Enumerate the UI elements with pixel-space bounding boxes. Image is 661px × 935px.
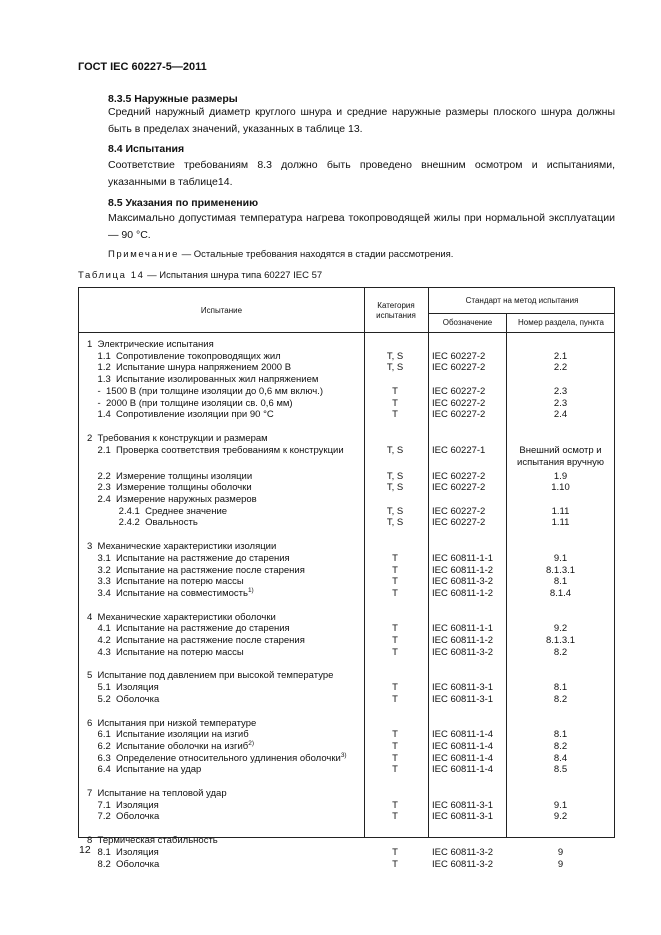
cell-test-text: 2.2 Измерение толщины изоляции [87,470,253,482]
table-row [79,339,614,350]
cell-test [87,482,252,493]
cell-category: T [392,623,398,635]
cell-category: T [392,764,398,776]
cell-designation: IEC 60811-1-4 [432,764,494,776]
table-row [79,398,614,409]
table-row [79,386,614,397]
cell-category: T, S [386,482,404,494]
cell-section: 2.4 [553,409,568,421]
cell-test-text: - 1500 В (при толщине изоляции до 0,6 мм включ.) [87,385,323,397]
note-label: Примечание [108,249,179,260]
table-row [79,729,614,740]
cell-designation: IEC 60811-3-1 [432,799,494,811]
cell-test [87,471,252,482]
cell-section: Внешний осмотр и испытания вручную [517,444,604,468]
cell-test-text: 4.2 Испытание на растяжение после старения [87,635,305,646]
cell-section: 8.1 [553,576,568,588]
cell-section: 8.2 [553,693,568,705]
cell-test-text: 6.4 Испытание на удар [87,764,202,776]
cell-test-text: 8.2 Оболочка [87,858,160,870]
paragraph-text: Соответствие требованиям 8.3 должно быть проведено внешним осмотром и испытаниями, указанными в таблице14. [108,159,615,188]
paragraph-8-4 [79,157,615,190]
cell-category: T [392,846,398,858]
cell-test [87,741,254,752]
cell-test-text: 3.4 Испытание на совместимость [87,587,248,599]
cell-section: 1.11 [551,505,570,517]
cell-test-text: 2.4 Измерение наружных размеров [87,494,257,505]
cell-designation: IEC 60227-2 [432,470,486,482]
cell-test [87,445,344,456]
cell-designation: IEC 60811-1-2 [432,564,494,576]
cell-category: T, S [386,350,404,362]
cell-test [87,517,198,528]
cell-category: T [392,635,398,646]
header-category: Категория испытания [376,301,416,320]
cell-test [87,718,256,729]
cell-section: 9 [557,858,564,870]
table-row [79,647,614,658]
cell-test [87,647,244,658]
heading-8-3-5: 8.3.5 Наружные размеры [108,93,238,105]
cell-designation: IEC 60227-2 [432,505,486,517]
cell-category: T [392,740,398,752]
cell-test-text: 2.1 Проверка соответствия требованиям к конструкции [87,444,344,456]
table-row [79,847,614,858]
cell-designation: IEC 60811-3-2 [432,576,494,588]
table-row [79,682,614,693]
cell-test [87,398,293,409]
cell-designation: IEC 60811-1-4 [432,740,494,752]
cell-test [87,374,318,385]
cell-section: 2.3 [553,385,568,397]
table-caption [78,270,322,281]
table-row [79,565,614,576]
table-row [79,612,614,623]
table-row [79,670,614,681]
cell-category: T [392,799,398,811]
cell-test-text: 4 Механические характеристики оболочки [87,611,276,623]
table-row [79,444,614,468]
table-row [79,362,614,373]
table-row [79,576,614,587]
document-header: ГОСТ IEC 60227-5—2011 [78,61,207,73]
table-row [79,835,614,846]
cell-test [87,541,276,552]
cell-test-text: 3 Механические характеристики изоляции [87,541,277,553]
cell-test-text: - 2000 В (при толщине изоляции св. 0,6 мм) [87,397,293,409]
cell-category: T [392,729,398,741]
table-caption-label: Таблица 14 [78,270,145,281]
cell-section: 1.9 [553,470,568,482]
header-designation: Обозначение [442,318,493,327]
cell-test [87,588,254,599]
cell-designation: IEC 60227-2 [432,397,486,409]
cell-test [87,764,201,775]
cell-category: T [392,811,398,823]
header-divider [79,332,614,333]
cell-category: T [392,576,398,588]
cell-test [87,729,249,740]
cell-designation: IEC 60811-3-1 [432,811,494,823]
cell-section: 8.2 [553,740,568,752]
table-row [79,553,614,564]
header-section: Номер раздела, пункта [518,318,604,327]
table-row [79,788,614,799]
cell-section: 8.1.4 [549,587,572,599]
cell-test-text: 4.1 Испытание на растяжение до старения [87,623,290,635]
cell-designation: IEC 60227-2 [432,362,486,374]
table-row [79,753,614,764]
cell-category: T [392,552,398,564]
cell-category: T [392,646,398,658]
cell-test-text: 7.2 Оболочка [87,811,160,823]
cell-test [87,386,323,397]
footnote-marker: 3) [340,751,347,759]
cell-section: 8.1.3.1 [545,635,576,646]
cell-designation: IEC 60227-2 [432,517,486,529]
cell-test-text: 4.3 Испытание на потерю массы [87,646,244,658]
cell-test [87,800,159,811]
cell-category: T, S [386,517,404,529]
cell-category: T [392,693,398,705]
cell-test-text: 2.3 Измерение толщины оболочки [87,482,252,494]
cell-section: 9.2 [553,623,568,635]
cell-test [87,670,333,681]
cell-test-text: 8 Термическая стабильность [87,835,218,847]
cell-test-text: 1.3 Испытание изолированных жил напряжением [87,374,319,386]
cell-section: 8.1 [553,682,568,694]
cell-category: T [392,858,398,870]
cell-test [87,409,274,420]
cell-section: 1.11 [551,517,570,529]
cell-test [87,623,290,634]
table-row [79,506,614,517]
cell-test [87,506,227,517]
cell-test [87,635,305,646]
cell-section: 1.10 [551,482,570,494]
table-row [79,351,614,362]
table-row [79,541,614,552]
cell-test [87,753,347,764]
cell-section: 8.5 [553,764,568,776]
table-row [79,409,614,420]
cell-category: T [392,682,398,694]
cell-test-text: 3.2 Испытание на растяжение после старения [87,564,305,576]
cell-test-text: 3.1 Испытание на растяжение до старения [87,552,290,564]
cell-designation: IEC 60227-2 [432,385,486,397]
cell-test-text: 5.1 Изоляция [87,682,159,694]
cell-test-text: 6.2 Испытание оболочки на изгиб [87,740,249,752]
cell-designation: IEC 60811-3-2 [432,646,494,658]
cell-section: 2.2 [553,362,568,374]
cell-section: 8.2 [553,646,568,658]
table-row [79,800,614,811]
cell-test-text: 1.1 Сопротивление токопроводящих жил [87,350,281,362]
cell-test [87,433,268,444]
cell-test [87,835,218,846]
cell-test [87,859,159,870]
cell-test-text: 5 Испытание под давлением при высокой температуре [87,670,334,682]
cell-test-text: 5.2 Оболочка [87,693,160,705]
header-subdivider [428,313,614,314]
cell-test-text: 6.1 Испытание изоляции на изгиб [87,729,249,741]
cell-designation: IEC 60227-1 [432,444,486,456]
paragraph-8-5 [79,210,615,243]
cell-test-text: 6.3 Определение относительного удлинения оболочки [87,752,341,764]
tests-table [78,287,615,870]
cell-designation: IEC 60811-3-1 [432,693,494,705]
cell-section: 2.1 [553,350,568,362]
cell-category: T, S [386,362,404,374]
cell-designation: IEC 60811-3-2 [432,858,494,870]
table-row [79,517,614,528]
cell-test [87,362,291,373]
table-row [79,588,614,599]
cell-test [87,576,244,587]
cell-test-text: 3.3 Испытание на потерю массы [87,576,244,588]
cell-category: T, S [386,470,404,482]
cell-category: T [392,564,398,576]
cell-category: T, S [386,444,404,456]
cell-test-text: 7 Испытание на тепловой удар [87,788,227,799]
cell-test-text: 2 Требования к конструкции и размерам [87,432,268,444]
note-text: — Остальные требования находятся в стадии рассмотрения. [179,249,454,260]
table-row [79,433,614,444]
cell-category: T [392,587,398,599]
cell-section: 8.1 [553,729,568,741]
paragraph-8-3-5 [79,104,615,137]
page-number: 12 [79,844,91,856]
table-row [79,694,614,705]
cell-section: 9.2 [553,811,568,823]
header-standard: Стандарт на метод испытания [465,296,579,305]
table-caption-text: — Испытания шнура типа 60227 IEC 57 [144,270,323,281]
table-row [79,764,614,775]
table-row [79,374,614,385]
table-row [79,859,614,870]
cell-test [87,339,214,350]
cell-test [87,612,276,623]
cell-designation: IEC 60811-1-1 [432,552,494,564]
cell-test [87,553,290,564]
cell-designation: IEC 60811-1-1 [432,623,494,635]
heading-8-4: 8.4 Испытания [108,143,185,155]
cell-section: 8.1.3.1 [545,564,576,576]
cell-test-text: 1.2 Испытание шнура напряжением 2000 В [87,362,292,374]
paragraph-text: Средний наружный диаметр круглого шнура и средние наружные размеры плоского шнура должны быть в пределах значений, указанных в таблице 13. [108,106,615,135]
cell-designation: IEC 60811-1-2 [432,587,494,599]
cell-test [87,847,159,858]
header-test: Испытание [200,306,243,315]
footnote-marker: 2) [248,739,254,747]
cell-test [87,682,159,693]
cell-category: T [392,409,398,421]
table-row [79,471,614,482]
table-row [79,623,614,634]
cell-section: 2.3 [553,397,568,409]
cell-category: T [392,752,398,764]
cell-designation: IEC 60227-2 [432,482,486,494]
cell-designation: IEC 60811-1-2 [432,635,494,646]
cell-test-text: 1 Электрические испытания [87,339,214,350]
cell-designation: IEC 60227-2 [432,409,486,421]
table-row [79,635,614,646]
heading-8-5: 8.5 Указания по применению [108,197,259,209]
cell-test-text: 2.4.1 Среднее значение [87,505,228,517]
cell-designation: IEC 60811-1-4 [432,752,494,764]
cell-designation: IEC 60811-3-2 [432,846,494,858]
cell-section: 8.4 [553,752,568,764]
cell-test [87,788,227,799]
cell-test [87,351,281,362]
cell-test [87,565,305,576]
cell-section: 9.1 [553,552,568,564]
paragraph-text: Максимально допустимая температура нагрева токопроводящей жилы при нормальной эксплуатации — 90 °С. [108,212,615,241]
cell-section: 9 [557,846,564,858]
cell-test [87,494,257,505]
cell-test-text: 1.4 Сопротивление изоляции при 90 °С [87,409,274,421]
cell-test [87,811,159,822]
cell-category: T, S [386,505,404,517]
cell-designation: IEC 60227-2 [432,350,486,362]
table-row [79,741,614,752]
cell-category: T [392,397,398,409]
cell-section: 9.1 [553,799,568,811]
footnote-marker: 1) [247,586,254,594]
table-row [79,718,614,729]
cell-test-text: 2.4.2 Овальность [87,517,198,529]
table-row [79,494,614,505]
note [108,249,453,260]
cell-category: T [392,385,398,397]
cell-test-text: 6 Испытания при низкой температуре [87,717,257,729]
cell-designation: IEC 60811-1-4 [432,729,494,741]
cell-test-text: 7.1 Изоляция [87,799,159,811]
cell-designation: IEC 60811-3-1 [432,682,494,694]
table-row [79,811,614,822]
cell-test [87,694,159,705]
cell-test-text: 8.1 Изоляция [87,846,159,858]
table-row [79,482,614,493]
